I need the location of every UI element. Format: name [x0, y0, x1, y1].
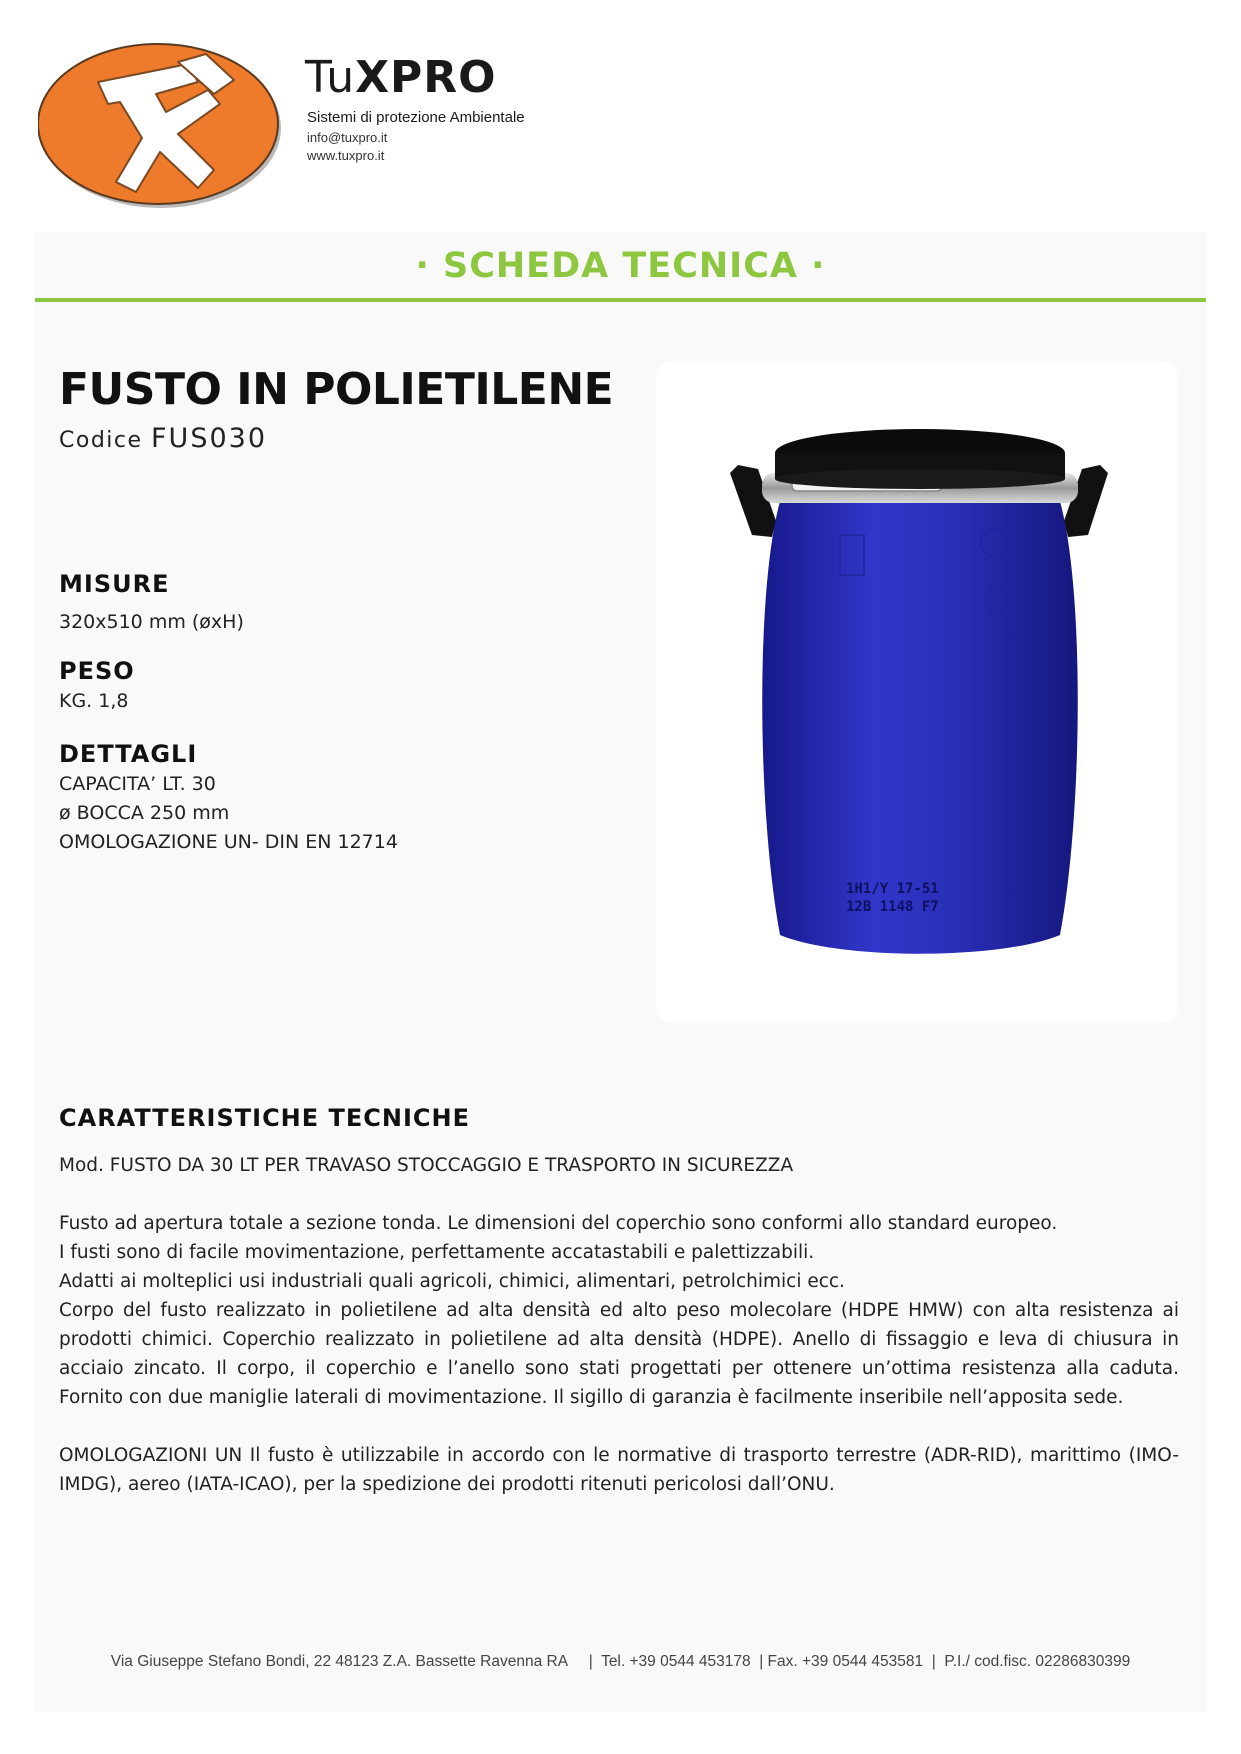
dettagli-list — [59, 770, 398, 857]
peso-label: PESO — [59, 657, 135, 685]
description-line: Adatti ai molteplici usi industriali quali agricoli, chimici, alimentari, petrolchimici ecc. — [59, 1271, 845, 1292]
barrel-marking-1: 1H1/Y 17-51 — [846, 881, 939, 897]
sheet-title: · SCHEDA TECNICA · — [415, 246, 826, 286]
barrel-image — [700, 425, 1140, 965]
description-body — [59, 1151, 1179, 1499]
misure-value: 320x510 mm (øxH) — [59, 611, 244, 633]
misure-label: MISURE — [59, 570, 170, 598]
email[interactable]: info@tuxpro.it — [307, 130, 388, 145]
footer-contacts: Via Giuseppe Stefano Bondi, 22 48123 Z.A. Bassette Ravenna RA | Tel. +39 0544 453178 | Fax. +39 0544 453581 | P.I./ cod.fisc. 02286830399 — [110, 1653, 1131, 1670]
omologazioni-paragraph: OMOLOGAZIONI UN Il fusto è utilizzabile in accordo con le normative di trasporto terrestre (ADR-RID), marittimo (IMO-IMDG), aereo (IATA-ICAO), per la spedizione dei prodotti ritenuti pericolosi dall’ONU. — [59, 1445, 1179, 1495]
peso-value: KG. 1,8 — [59, 690, 129, 712]
description-model: Mod. FUSTO DA 30 LT PER TRAVASO STOCCAGGIO E TRASPORTO IN SICUREZZA — [59, 1155, 794, 1176]
dettagli-item: ø BOCCA 250 mm — [59, 802, 230, 824]
dettagli-item: CAPACITA’ LT. 30 — [59, 773, 216, 795]
brand-name: TuXPRO — [305, 52, 497, 103]
description-line: I fusti sono di facile movimentazione, perfettamente accatastabili e palettizzabili. — [59, 1242, 815, 1263]
product-code: Codice FUS030 — [59, 423, 267, 454]
website[interactable]: www.tuxpro.it — [307, 148, 385, 163]
title-divider — [35, 298, 1206, 302]
product-name: FUSTO IN POLIETILENE — [59, 364, 614, 415]
dettagli-label: DETTAGLI — [59, 740, 198, 768]
description-paragraph: Corpo del fusto realizzato in polietilene ad alta densità ed alto peso molecolare (HDPE HMW) con alta resistenza ai prodotti chimici. Coperchio realizzato in polietilene ad alta densità (HDPE). Anello di fissaggio e leva di chiusura in acciaio zincato. Il corpo, il coperchio e l’anello sono stati progettati per ottenere un’ottima resistenza alla caduta. Fornito con due maniglie laterali di movimentazione. Il sigillo di garanzia è facilmente inseribile nell’apposita sede. — [59, 1300, 1179, 1408]
barrel-marking-2: 12B 1148 F7 — [846, 899, 939, 915]
tagline: Sistemi di protezione Ambientale — [307, 109, 525, 126]
dettagli-item: OMOLOGAZIONE UN- DIN EN 12714 — [59, 831, 398, 853]
description-heading: CARATTERISTICHE TECNICHE — [59, 1104, 470, 1132]
tuxpro-logo — [38, 42, 284, 212]
description-line: Fusto ad apertura totale a sezione tonda. Le dimensioni del coperchio sono conformi allo standard europeo. — [59, 1213, 1058, 1234]
product-code-value: FUS030 — [151, 423, 267, 454]
